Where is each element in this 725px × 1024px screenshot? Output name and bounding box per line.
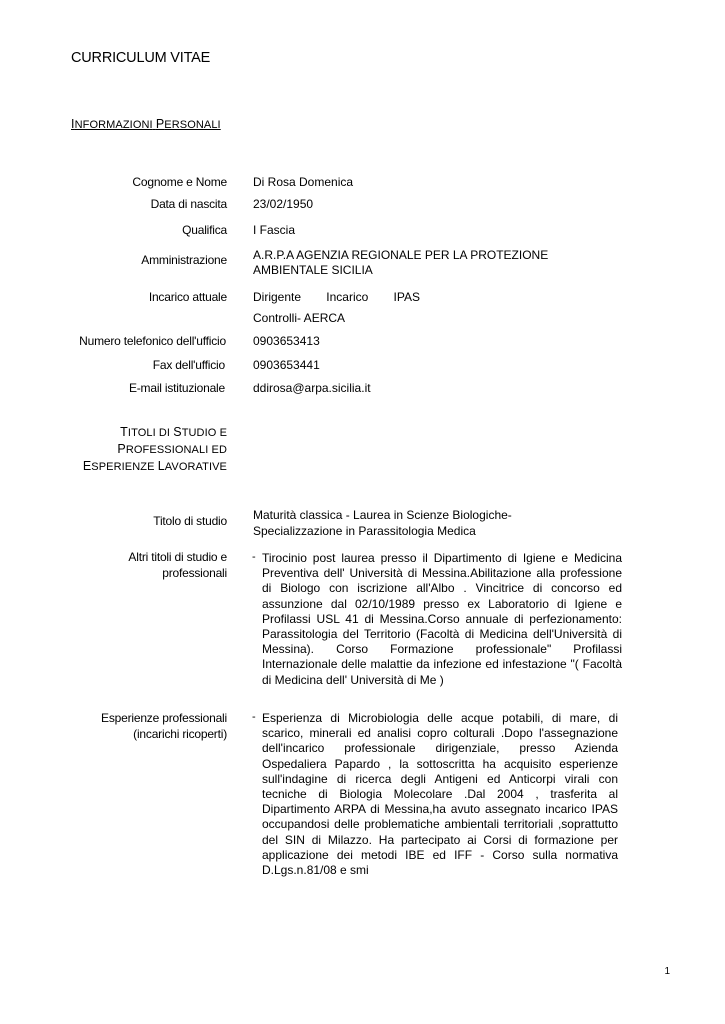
label-study-title: Titolo di studio xyxy=(153,514,227,528)
experience-bullet: - xyxy=(252,711,256,723)
study-line1: Maturità classica - Laurea in Scienze Biologiche- xyxy=(253,508,512,522)
section-heading-titles xyxy=(60,424,227,475)
value-study-title xyxy=(253,508,512,539)
titles-heading-line2: PROFESSIONALI ED xyxy=(117,442,227,456)
value-administration xyxy=(253,248,586,278)
other-label-line2: professionali xyxy=(162,565,227,580)
label-administration: Amministrazione xyxy=(141,253,227,267)
label-office-phone: Numero telefonico dell'ufficio xyxy=(79,334,226,348)
label-qualification: Qualifica xyxy=(182,223,227,237)
value-office-fax: 0903653441 xyxy=(253,358,320,372)
other-titles-text: Tirocinio post laurea presso il Dipartimento di Igiene e Medicina Preventiva dell' Università di Messina.Abilitazione alla professione di Biologo con iscrizione all'Albo . Vincitrice di concorso ed assunzione dal 02/10/1989 presso ex Laboratorio di Igiene e Profilassi USL 41 di Messina.Corso annuale di perfezionamento: Parassitologia del Territorio (Facoltà di Medicina dell'Università di Messina). Corso Formazione professionale" Profilassi Internazionale delle malattie da infezione ed infestazione "( Facoltà di Medicina dell' Università di Me ) xyxy=(262,551,622,687)
experience-text: Esperienza di Microbiologia delle acque potabili, di mare, di scarico, minerali ed analisi copro colturali .Dopo l'assegnazione dell'incarico professionale dirigenziale, presso Azienda Ospedaliera Papardo , la sottoscritta ha acquisito esperienze sull'indagine di ricerca degli Antigeni ed Anticorpi virali con tecniche di Biologia Molecolare .Dal 2004 , trasferita al Dipartimento ARPA di Messina,ha avuto assegnato incarico IPAS occupandosi delle problematiche ambientali territoriali ,soprattutto del SIN di Milazzo. Ha partecipato ai Corsi di formazione per applicazione dei metodi IBE ed IFF - Corso sulla normativa D.Lgs.n.81/08 e smi xyxy=(262,711,618,878)
section-heading-personal-info: INFORMAZIONI PERSONALI xyxy=(71,117,221,131)
titles-heading-line1: TITOLI DI STUDIO E xyxy=(120,425,227,439)
role-word-2: Incarico xyxy=(326,290,369,304)
value-qualification: I Fascia xyxy=(253,223,296,237)
label-name: Cognome e Nome xyxy=(132,175,227,189)
label-other-titles xyxy=(57,550,227,581)
value-birth-date: 23/02/1950 xyxy=(253,197,314,211)
label-office-fax: Fax dell'ufficio xyxy=(152,358,225,372)
other-label-line1: Altri titoli di studio e xyxy=(128,550,227,564)
role-word-1: Dirigente xyxy=(253,290,302,304)
page-number: 1 xyxy=(664,966,670,977)
value-name: Di Rosa Domenica xyxy=(253,175,354,189)
exp-label-line2: (incarichi ricoperti) xyxy=(133,726,227,741)
label-current-role: Incarico attuale xyxy=(148,290,227,304)
role-word-3: IPAS xyxy=(393,290,420,304)
label-birth-date: Data di nascita xyxy=(150,197,227,211)
administration-line2: AMBIENTALE SICILIA xyxy=(253,263,373,277)
titles-heading-line3: ESPERIENZE LAVORATIVE xyxy=(82,459,227,473)
value-email: ddirosa@arpa.sicilia.it xyxy=(253,381,371,395)
exp-label-line1: Esperienze professionali xyxy=(101,711,227,725)
value-current-role xyxy=(253,290,420,325)
document-title: CURRICULUM VITAE xyxy=(71,50,211,66)
other-bullet: - xyxy=(252,551,256,563)
label-email: E-mail istituzionale xyxy=(128,381,225,395)
value-office-phone: 0903653413 xyxy=(253,334,320,348)
label-experience xyxy=(57,711,227,742)
role-line-2: Controlli- AERCA xyxy=(253,311,346,325)
administration-line1: A.R.P.A AGENZIA REGIONALE PER LA PROTEZIONE xyxy=(253,248,549,262)
study-line2: Specializzazione in Parassitologia Medica xyxy=(253,523,476,538)
